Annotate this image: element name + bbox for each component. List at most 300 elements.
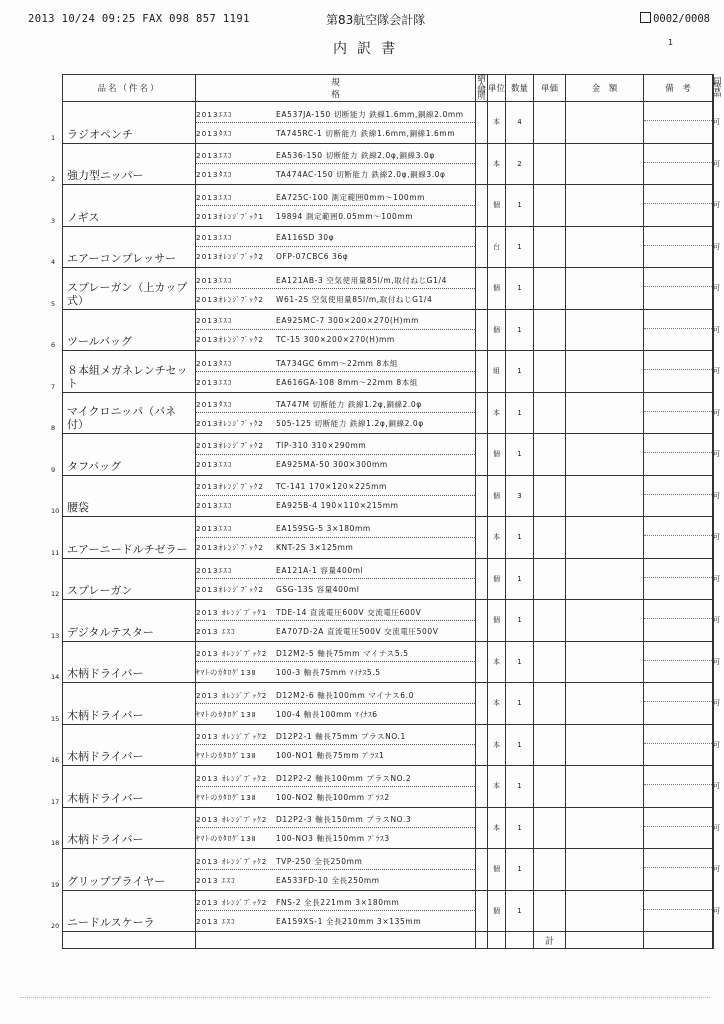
delivery-cell bbox=[476, 226, 488, 268]
remarks-cell bbox=[644, 849, 713, 891]
spec-description: TA734GC 6mm～22mm 8本組 bbox=[276, 358, 399, 368]
qty-cell: 1 bbox=[506, 517, 534, 559]
item-name: 木柄ドライバー bbox=[67, 791, 144, 805]
spec-line bbox=[196, 496, 475, 514]
table-row bbox=[63, 849, 714, 891]
delivery-cell bbox=[476, 600, 488, 642]
item-name-cell bbox=[51, 683, 196, 725]
equivalent-flag: 可 bbox=[713, 724, 714, 766]
unit-cell: 本 bbox=[488, 724, 506, 766]
table-row bbox=[63, 766, 714, 808]
unit-cell: 本 bbox=[488, 641, 506, 683]
table-row bbox=[63, 890, 714, 932]
table-row bbox=[63, 102, 714, 144]
spec-description: FNS-2 全長221mm 3×180mm bbox=[276, 898, 400, 908]
price-cell bbox=[534, 517, 566, 559]
qty-cell: 1 bbox=[506, 434, 534, 476]
amount-cell bbox=[566, 766, 644, 808]
unit-cell: 本 bbox=[488, 102, 506, 144]
col-header-spec: 規格 bbox=[196, 75, 476, 102]
unit-cell: 個 bbox=[488, 558, 506, 600]
equivalent-flag: 可 bbox=[713, 268, 714, 310]
spec-source: 2013 ｵﾚﾝｼﾞﾌﾞｯｸ2 bbox=[196, 856, 268, 866]
delivery-cell bbox=[476, 517, 488, 559]
equivalent-flag: 可 bbox=[713, 143, 714, 185]
table-row bbox=[63, 309, 714, 351]
amount-cell bbox=[566, 226, 644, 268]
remarks-cell bbox=[644, 268, 713, 310]
item-name: スプレーガン bbox=[67, 584, 133, 597]
amount-cell bbox=[566, 102, 644, 144]
spec-description: TA474AC-150 切断能力 鉄線2.0φ,銅線3.0φ bbox=[276, 170, 446, 180]
unit-cell: 個 bbox=[488, 600, 506, 642]
spec-line bbox=[196, 455, 475, 473]
item-name: ツールバッグ bbox=[67, 335, 133, 348]
row-number: 14 bbox=[51, 673, 60, 681]
spec-cell bbox=[196, 268, 476, 310]
spec-source: 2013ｵﾚﾝｼﾞﾌﾞｯｸ2 bbox=[196, 419, 265, 429]
unit-cell: 個 bbox=[488, 309, 506, 351]
spec-source: 2013ｵﾚﾝｼﾞﾌﾞｯｸ2 bbox=[196, 252, 265, 262]
spec-source: 2013 ｴｽｺ bbox=[196, 626, 236, 636]
total-amount-cell bbox=[566, 932, 644, 949]
spec-description: D12M2-6 軸長100mm マイナス6.0 bbox=[276, 690, 415, 700]
item-name: エアーニードルチゼラー bbox=[67, 542, 188, 556]
item-name-cell bbox=[51, 600, 196, 642]
row-number: 9 bbox=[51, 465, 56, 474]
price-cell bbox=[534, 268, 566, 310]
row-number: 8 bbox=[51, 424, 56, 432]
amount-cell bbox=[566, 890, 644, 932]
delivery-cell bbox=[476, 102, 488, 144]
spec-description: TA747M 切断能力 鉄線1.2φ,銅線2.0φ bbox=[276, 400, 422, 410]
item-name: スプレーガン（上カップ式） bbox=[67, 280, 188, 307]
equivalent-flag: 可 bbox=[713, 517, 714, 559]
equivalent-flag: 可 bbox=[713, 890, 714, 932]
spec-line bbox=[196, 394, 475, 413]
spec-description: 100-NO2 軸長100mm ﾌﾟﾗｽ2 bbox=[276, 792, 390, 802]
spec-description: TDE-14 直流電圧600V 交流電圧600V bbox=[276, 607, 422, 617]
spec-source: 2013ｴｽｺ bbox=[196, 316, 233, 326]
equivalent-flag: 可 bbox=[713, 185, 714, 227]
remarks-cell bbox=[644, 890, 713, 932]
spec-source: 2013ｴｽｺ bbox=[196, 233, 233, 243]
row-number: 18 bbox=[51, 839, 60, 847]
spec-description: 505-125 切断能力 鉄線1.2φ,銅線2.0φ bbox=[276, 419, 424, 429]
spec-line bbox=[196, 560, 475, 579]
row-number: 13 bbox=[51, 631, 60, 640]
item-name-cell bbox=[51, 890, 196, 932]
remarks-cell bbox=[644, 475, 713, 517]
spec-cell bbox=[196, 890, 476, 932]
spec-line bbox=[196, 187, 475, 206]
spec-description: TC-141 170×120×225mm bbox=[276, 482, 387, 492]
spec-line bbox=[196, 145, 475, 164]
delivery-cell bbox=[476, 351, 488, 393]
item-name-cell bbox=[51, 102, 196, 144]
table-row bbox=[63, 475, 714, 517]
col-header-delivery: 納入場所 bbox=[477, 74, 486, 102]
qty-cell: 4 bbox=[506, 102, 534, 144]
spec-line bbox=[196, 828, 475, 846]
row-number: 17 bbox=[51, 797, 60, 806]
price-cell bbox=[534, 724, 566, 766]
spec-source: 2013 ｵﾚﾝｼﾞﾌﾞｯｸ2 bbox=[196, 773, 268, 783]
spec-line bbox=[196, 809, 475, 828]
item-name: グリッププライヤー bbox=[67, 874, 166, 888]
spec-source: ﾔﾏﾄのｶﾀﾛｸﾞ13Ⅱ bbox=[196, 834, 257, 844]
spec-description: KNT-2S 3×125mm bbox=[276, 542, 354, 552]
spec-cell bbox=[196, 309, 476, 351]
spec-source: 2013ｵﾚﾝｼﾞﾌﾞｯｸ2 bbox=[196, 440, 265, 450]
unit-cell: 本 bbox=[488, 766, 506, 808]
price-cell bbox=[534, 434, 566, 476]
amount-cell bbox=[566, 683, 644, 725]
spec-line bbox=[196, 413, 475, 431]
spec-source: 2013ﾀｽｺ bbox=[196, 400, 233, 410]
delivery-cell bbox=[476, 475, 488, 517]
item-name: ラジオペンチ bbox=[67, 127, 133, 141]
equivalent-flag: 可 bbox=[713, 600, 714, 642]
amount-cell bbox=[566, 351, 644, 393]
spec-source: 2013ﾀｽｺ bbox=[196, 170, 233, 180]
amount-cell bbox=[566, 475, 644, 517]
row-number: 2 bbox=[51, 175, 56, 183]
spec-source: 2013ｵﾚﾝｼﾞﾌﾞｯｸ1 bbox=[196, 211, 265, 221]
col-header-equivalent: 同等品 bbox=[713, 75, 714, 102]
remarks-cell bbox=[644, 226, 713, 268]
spec-line bbox=[196, 436, 475, 455]
unit-cell: 本 bbox=[488, 517, 506, 559]
spec-cell bbox=[196, 724, 476, 766]
document-title: 内訳書 bbox=[333, 41, 405, 57]
qty-cell: 1 bbox=[506, 849, 534, 891]
qty-cell: 1 bbox=[506, 890, 534, 932]
price-cell bbox=[534, 641, 566, 683]
price-cell bbox=[534, 143, 566, 185]
spec-cell bbox=[196, 102, 476, 144]
spec-line bbox=[196, 270, 475, 289]
table-row bbox=[63, 807, 714, 849]
qty-cell: 1 bbox=[506, 641, 534, 683]
spec-description: EA121AB-3 空気使用量85l/m,取付ねじG1/4 bbox=[276, 275, 447, 285]
total-row bbox=[63, 932, 714, 949]
table-row bbox=[63, 268, 714, 310]
unit-cell: 本 bbox=[488, 807, 506, 849]
item-name: エアーコンプレッサー bbox=[67, 252, 177, 265]
remarks-cell bbox=[644, 185, 713, 227]
remarks-cell bbox=[644, 351, 713, 393]
qty-cell: 1 bbox=[506, 558, 534, 600]
spec-source: 2013ｴｽｺ bbox=[196, 151, 233, 161]
item-name: 木柄ドライバー bbox=[67, 708, 144, 722]
spec-line bbox=[196, 206, 475, 224]
remarks-cell bbox=[644, 392, 713, 434]
spec-description: TVP-250 全長250mm bbox=[276, 856, 363, 866]
qty-cell: 1 bbox=[506, 351, 534, 393]
spec-cell bbox=[196, 143, 476, 185]
qty-cell: 1 bbox=[506, 683, 534, 725]
qty-cell: 3 bbox=[506, 475, 534, 517]
spec-description: TC-15 300×200×270(H)mm bbox=[276, 335, 395, 345]
spec-line bbox=[196, 289, 475, 307]
delivery-cell bbox=[476, 434, 488, 476]
item-name: 木柄ドライバー bbox=[67, 750, 144, 763]
spec-cell bbox=[196, 807, 476, 849]
spec-description: EA707D-2A 直流電圧500V 交流電圧500V bbox=[276, 626, 439, 636]
spec-description: OFP-07CBC6 36φ bbox=[276, 252, 349, 262]
spec-line bbox=[196, 643, 475, 662]
unit-cell: 個 bbox=[488, 185, 506, 227]
equivalent-flag: 可 bbox=[713, 309, 714, 351]
spec-cell bbox=[196, 434, 476, 476]
delivery-cell bbox=[476, 143, 488, 185]
unit-cell: 台 bbox=[488, 226, 506, 268]
spec-line bbox=[196, 372, 475, 390]
item-name-cell bbox=[51, 475, 196, 517]
spec-description: 100-NO3 軸長150mm ﾌﾟﾗｽ3 bbox=[276, 834, 390, 844]
equivalent-flag: 可 bbox=[713, 683, 714, 725]
table-header-row bbox=[63, 75, 714, 102]
spec-cell bbox=[196, 517, 476, 559]
item-name-cell bbox=[51, 766, 196, 808]
spec-description: W61-2S 空気使用量85l/m,取付ねじG1/4 bbox=[276, 294, 433, 304]
page-counter bbox=[640, 12, 710, 25]
unit-cell: 本 bbox=[488, 683, 506, 725]
spec-cell bbox=[196, 185, 476, 227]
spec-description: TA745RC-1 切断能力 鉄線1.6mm,銅線1.6mm bbox=[276, 128, 456, 138]
spec-description: EA159SG-5 3×180mm bbox=[276, 523, 371, 533]
price-cell bbox=[534, 807, 566, 849]
col-header-unit: 単位 bbox=[488, 75, 506, 102]
item-name-cell bbox=[51, 351, 196, 393]
spec-description: 19894 測定範囲0.05mm～100mm bbox=[276, 211, 414, 221]
fax-header-line: 2013 10/24 09:25 FAX 098 857 1191 bbox=[28, 13, 250, 25]
row-number: 15 bbox=[51, 714, 60, 723]
table-row bbox=[63, 226, 714, 268]
equivalent-flag: 可 bbox=[713, 392, 714, 434]
item-name-cell bbox=[51, 641, 196, 683]
spec-description: EA925MC-7 300×200×270(H)mm bbox=[276, 316, 419, 326]
spec-source: 2013ｴｽｺ bbox=[196, 377, 233, 387]
spec-source: 2013 ｵﾚﾝｼﾞﾌﾞｯｸ2 bbox=[196, 732, 268, 742]
remarks-cell bbox=[644, 724, 713, 766]
price-cell bbox=[534, 600, 566, 642]
table-row bbox=[63, 517, 714, 559]
spec-source: 2013ｴｽｺ bbox=[196, 275, 233, 285]
spec-line bbox=[196, 870, 475, 888]
spec-cell bbox=[196, 351, 476, 393]
amount-cell bbox=[566, 309, 644, 351]
delivery-cell bbox=[476, 683, 488, 725]
spec-description: TIP-310 310×290mm bbox=[276, 440, 367, 450]
spec-source: 2013ﾀｽｺ bbox=[196, 128, 233, 138]
spec-description: EA536-150 切断能力 鉄線2.0φ,銅線3.0φ bbox=[276, 151, 435, 161]
qty-cell: 1 bbox=[506, 600, 534, 642]
remarks-cell bbox=[644, 807, 713, 849]
spec-line bbox=[196, 745, 475, 763]
spec-description: 100-3 軸長75mm ﾏｲﾅｽ5.5 bbox=[276, 668, 381, 678]
spec-line bbox=[196, 104, 475, 123]
remarks-cell bbox=[644, 558, 713, 600]
unit-title: 第83航空隊会計隊 bbox=[326, 13, 426, 27]
delivery-cell bbox=[476, 807, 488, 849]
spec-line bbox=[196, 538, 475, 556]
spec-description: EA116SD 30φ bbox=[276, 233, 335, 243]
col-header-amount: 金 額 bbox=[566, 75, 644, 102]
price-cell bbox=[534, 890, 566, 932]
item-name: デジタルテスター bbox=[67, 625, 154, 639]
table-row bbox=[63, 185, 714, 227]
item-name: ８本組メガネレンチセット bbox=[67, 363, 188, 390]
table-row bbox=[63, 434, 714, 476]
table-row bbox=[63, 351, 714, 393]
amount-cell bbox=[566, 185, 644, 227]
spec-line bbox=[196, 911, 475, 929]
spec-line bbox=[196, 892, 475, 911]
item-name-cell bbox=[51, 185, 196, 227]
price-cell bbox=[534, 309, 566, 351]
qty-cell: 1 bbox=[506, 766, 534, 808]
table-row bbox=[63, 392, 714, 434]
spec-source: 2013ｴｽｺ bbox=[196, 523, 233, 533]
spec-line bbox=[196, 704, 475, 722]
qty-cell: 1 bbox=[506, 807, 534, 849]
unit-cell: 個 bbox=[488, 890, 506, 932]
item-name: タフバッグ bbox=[67, 459, 122, 473]
corner-mark: 1 bbox=[668, 38, 674, 47]
price-cell bbox=[534, 683, 566, 725]
row-number: 16 bbox=[51, 756, 60, 764]
row-number: 6 bbox=[51, 341, 56, 349]
price-cell bbox=[534, 351, 566, 393]
unit-cell: 本 bbox=[488, 392, 506, 434]
spec-description: EA537JA-150 切断能力 鉄線1.6mm,銅線2.0mm bbox=[276, 109, 464, 119]
spec-description: D12P2-3 軸長150mm プラスNO.3 bbox=[276, 815, 412, 825]
spec-line bbox=[196, 353, 475, 372]
remarks-cell bbox=[644, 766, 713, 808]
spec-source: 2013ｵﾚﾝｼﾞﾌﾞｯｸ2 bbox=[196, 585, 265, 595]
spec-description: EA121A-1 容量400ml bbox=[276, 566, 364, 576]
spec-line bbox=[196, 768, 475, 787]
remarks-cell bbox=[644, 434, 713, 476]
spec-description: 100-NO1 軸長75mm ﾌﾟﾗｽ1 bbox=[276, 751, 385, 761]
spec-line bbox=[196, 579, 475, 597]
col-header-remarks: 備 考 bbox=[644, 75, 713, 102]
table-row bbox=[63, 724, 714, 766]
remarks-cell bbox=[644, 600, 713, 642]
delivery-cell bbox=[476, 766, 488, 808]
qty-cell: 1 bbox=[506, 268, 534, 310]
row-number: 4 bbox=[51, 258, 56, 266]
delivery-cell bbox=[476, 558, 488, 600]
qty-cell: 1 bbox=[506, 392, 534, 434]
row-number: 5 bbox=[51, 299, 56, 308]
item-name-cell bbox=[51, 849, 196, 891]
item-name-cell bbox=[51, 268, 196, 310]
price-cell bbox=[534, 849, 566, 891]
equivalent-flag: 可 bbox=[713, 226, 714, 268]
amount-cell bbox=[566, 807, 644, 849]
remarks-cell bbox=[644, 309, 713, 351]
amount-cell bbox=[566, 558, 644, 600]
spec-line bbox=[196, 123, 475, 141]
price-cell bbox=[534, 226, 566, 268]
equivalent-flag: 可 bbox=[713, 475, 714, 517]
row-number: 3 bbox=[51, 216, 56, 225]
spec-source: 2013ｵﾚﾝｼﾞﾌﾞｯｸ2 bbox=[196, 542, 265, 552]
table-row bbox=[63, 558, 714, 600]
equivalent-flag: 可 bbox=[713, 434, 714, 476]
delivery-cell bbox=[476, 724, 488, 766]
spec-source: 2013ｵﾚﾝｼﾞﾌﾞｯｸ2 bbox=[196, 335, 265, 345]
total-label: 計 bbox=[534, 932, 566, 949]
unit-cell: 本 bbox=[488, 143, 506, 185]
col-header-qty: 数量 bbox=[506, 75, 534, 102]
spec-line bbox=[196, 519, 475, 538]
item-name-cell bbox=[51, 309, 196, 351]
amount-cell bbox=[566, 641, 644, 683]
unit-cell: 組 bbox=[488, 351, 506, 393]
delivery-cell bbox=[476, 185, 488, 227]
spec-line bbox=[196, 602, 475, 621]
delivery-cell bbox=[476, 641, 488, 683]
spec-description: EA725C-100 測定範囲0mm～100mm bbox=[276, 192, 426, 202]
item-name: 腰袋 bbox=[67, 501, 89, 514]
spec-cell bbox=[196, 849, 476, 891]
spec-description: D12P2-1 軸長75mm プラスNO.1 bbox=[276, 732, 406, 742]
table-row bbox=[63, 600, 714, 642]
spec-cell bbox=[196, 226, 476, 268]
spec-source: 2013ｵﾚﾝｼﾞﾌﾞｯｸ2 bbox=[196, 294, 265, 304]
item-name-cell bbox=[51, 517, 196, 559]
equivalent-flag: 可 bbox=[713, 807, 714, 849]
item-name: ノギス bbox=[67, 210, 100, 224]
row-number: 10 bbox=[51, 507, 60, 515]
spec-source: 2013 ｴｽｺ bbox=[196, 917, 236, 927]
spec-source: ﾔﾏﾄのｶﾀﾛｸﾞ13Ⅱ bbox=[196, 709, 257, 719]
unit-cell: 個 bbox=[488, 849, 506, 891]
spec-source: ﾔﾏﾄのｶﾀﾛｸﾞ13Ⅱ bbox=[196, 668, 257, 678]
spec-line bbox=[196, 247, 475, 265]
price-cell bbox=[534, 558, 566, 600]
spec-source: 2013ｴｽｺ bbox=[196, 192, 233, 202]
row-number: 11 bbox=[51, 548, 60, 557]
table-row bbox=[63, 641, 714, 683]
equivalent-flag: 可 bbox=[713, 351, 714, 393]
spec-source: 2013 ｵﾚﾝｼﾞﾌﾞｯｸ2 bbox=[196, 898, 268, 908]
equivalent-flag: 可 bbox=[713, 641, 714, 683]
spec-line bbox=[196, 787, 475, 805]
amount-cell bbox=[566, 600, 644, 642]
amount-cell bbox=[566, 517, 644, 559]
spec-description: EA925MA-50 300×300mm bbox=[276, 459, 388, 469]
remarks-cell bbox=[644, 102, 713, 144]
spec-cell bbox=[196, 392, 476, 434]
spec-cell bbox=[196, 558, 476, 600]
item-name: マイクロニッパ（バネ付） bbox=[67, 405, 177, 431]
unit-cell: 個 bbox=[488, 475, 506, 517]
item-name: 木柄ドライバー bbox=[67, 667, 144, 680]
qty-cell: 1 bbox=[506, 185, 534, 227]
equivalent-flag: 可 bbox=[713, 766, 714, 808]
item-name-cell bbox=[51, 724, 196, 766]
delivery-cell bbox=[476, 268, 488, 310]
row-number: 20 bbox=[51, 922, 60, 930]
spec-line bbox=[196, 621, 475, 639]
item-name-cell bbox=[51, 807, 196, 849]
breakdown-table bbox=[51, 74, 722, 949]
